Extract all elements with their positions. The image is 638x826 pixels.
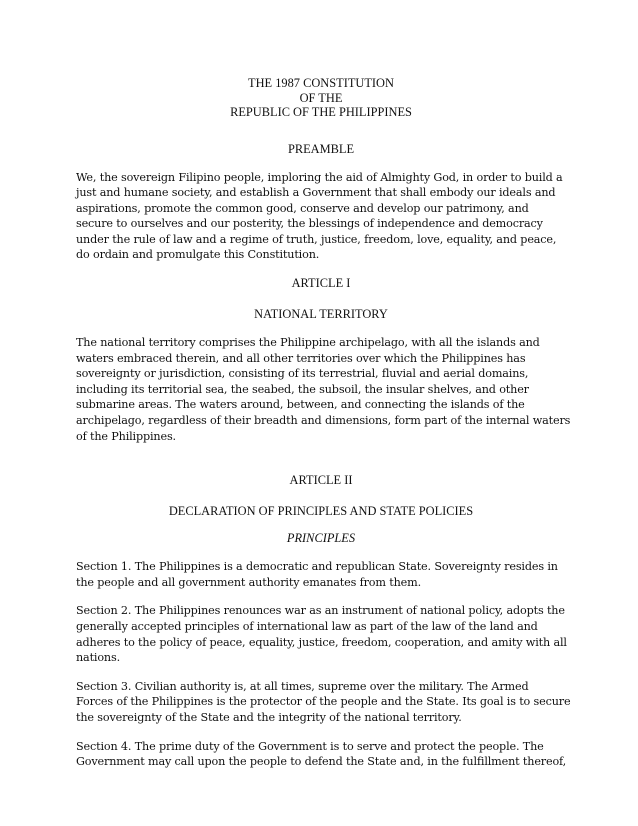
- section-1-line: Section 1. The Philippines is a democratic and republican State. Sovereignty resides in: [76, 560, 558, 574]
- preamble-line: We, the sovereign Filipino people, imploring the aid of Almighty God, in order to build a: [76, 170, 563, 184]
- article-1-line: submarine areas. The waters around, between, and connecting the islands of the: [76, 398, 525, 412]
- section-2-line: Section 2. The Philippines renounces war as an instrument of national policy, adopts the: [76, 604, 565, 618]
- section-4-line: Government may call upon the people to defend the State and, in the fulfillment thereof,: [76, 755, 567, 769]
- section-3-line: Forces of the Philippines is the protector of the people and the State. Its goal is to secure: [76, 695, 571, 709]
- preamble-line: just and humane society, and establish a Government that shall embody our ideals and: [76, 186, 556, 200]
- section-3-line: Section 3. Civilian authority is, at all times, supreme over the military. The Armed: [76, 679, 529, 693]
- article-1-subheading: NATIONAL TERRITORY: [254, 307, 388, 322]
- title-line-2: OF THE: [299, 90, 343, 105]
- preamble-line: do ordain and promulgate this Constitution.: [76, 248, 320, 262]
- document-page: [76, 76, 571, 770]
- article-1-line: archipelago, regardless of their breadth and dimensions, form part of the internal waters: [76, 414, 571, 428]
- preamble-paragraph: [76, 170, 566, 264]
- article-1-line: of the Philippines.: [76, 429, 176, 443]
- preamble-line: aspirations, promote the common good, conserve and develop our patrimony, and: [76, 201, 529, 215]
- principles-heading: PRINCIPLES: [286, 531, 356, 546]
- section-2-paragraph: [76, 603, 566, 665]
- article-1-line: including its territorial sea, the seabed, the subsoil, the insular shelves, and other: [76, 382, 529, 396]
- section-2-line: nations.: [76, 651, 120, 665]
- article-1-line: waters embraced therein, and all other territories over which the Philippines has: [76, 351, 526, 365]
- section-1-line: the people and all government authority emanates from them.: [76, 575, 421, 589]
- section-1-paragraph: [76, 559, 566, 590]
- article-2-heading: ARTICLE II: [289, 473, 353, 488]
- article-1-line: sovereignty or jurisdiction, consisting of its terrestrial, fluvial and aerial domains,: [76, 367, 529, 381]
- section-3-paragraph: [76, 679, 571, 726]
- document-title: [76, 76, 566, 120]
- article-1-line: The national territory comprises the Philippine archipelago, with all the islands and: [76, 336, 540, 350]
- preamble-line: secure to ourselves and our posterity, the blessings of independence and democracy: [76, 217, 543, 231]
- section-2-line: adheres to the policy of peace, equality, justice, freedom, cooperation, and amity with all: [76, 635, 567, 649]
- preamble-heading: PREAMBLE: [287, 141, 355, 156]
- article-2-subheading: DECLARATION OF PRINCIPLES AND STATE POLICIES: [168, 504, 474, 519]
- section-3-line: the sovereignty of the State and the integrity of the national territory.: [76, 710, 462, 724]
- section-4-paragraph: [76, 739, 566, 770]
- section-2-line: generally accepted principles of international law as part of the law of the land and: [76, 620, 538, 633]
- title-line-3: REPUBLIC OF THE PHILIPPINES: [230, 105, 412, 119]
- article-1-heading: ARTICLE I: [291, 276, 351, 291]
- title-line-1: THE 1987 CONSTITUTION: [248, 76, 394, 90]
- article-1-paragraph: [76, 335, 571, 444]
- section-4-line: Section 4. The prime duty of the Government is to serve and protect the people. The: [76, 739, 544, 753]
- preamble-line: under the rule of law and a regime of truth, justice, freedom, love, equality, and peace,: [76, 232, 557, 246]
